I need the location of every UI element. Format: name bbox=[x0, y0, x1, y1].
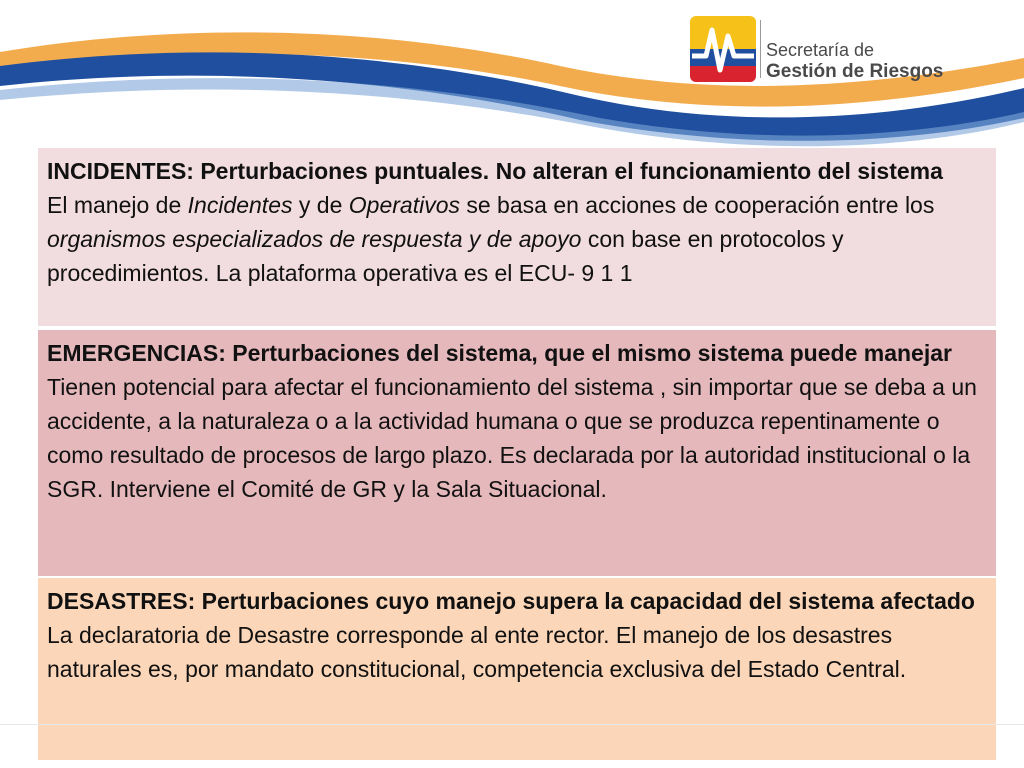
body-emphasis: Operativos bbox=[348, 192, 460, 218]
body-text: y de bbox=[292, 192, 349, 218]
section-body bbox=[47, 188, 986, 290]
section-body: La declaratoria de Desastre corresponde al ente rector. El manejo de los desastres naturales es, por mandato constitucional, competencia exclusiva del Estado Central. bbox=[47, 622, 907, 682]
section-incidentes bbox=[38, 148, 996, 326]
body-emphasis: Incidentes bbox=[187, 192, 293, 218]
logo-separator bbox=[760, 20, 761, 78]
body-emphasis: organismos especializados de respuesta y de apoyo bbox=[47, 226, 582, 252]
body-text: con base en protocolos y procedimientos. La plataforma operativa es el ECU- 9 1 1 bbox=[47, 226, 844, 286]
logo bbox=[690, 16, 950, 86]
footer-divider bbox=[0, 724, 1024, 725]
body-text: El manejo de bbox=[47, 192, 188, 218]
section-body: Tienen potencial para afectar el funcionamiento del sistema , sin importar que se deba a un accidente, a la naturaleza o a la actividad humana o que se produzca repentinamente o como resultado de procesos de largo plazo. Es declarada por la autoridad institucional o la SGR. Interviene el Comité de GR y la Sala Situacional. bbox=[47, 374, 977, 502]
section-title: DESASTRES: Perturbaciones cuyo manejo supera la capacidad del sistema afectado bbox=[47, 588, 975, 614]
section-title: EMERGENCIAS: Perturbaciones del sistema, que el mismo sistema puede manejar bbox=[47, 340, 952, 366]
logo-emblem bbox=[690, 16, 756, 82]
logo-line-2: Gestión de Riesgos bbox=[766, 61, 944, 82]
section-desastres bbox=[38, 578, 996, 760]
logo-text bbox=[766, 40, 943, 82]
section-emergencias bbox=[38, 330, 996, 576]
body-text: se basa en acciones de cooperación entre los bbox=[459, 192, 935, 218]
section-title: INCIDENTES: Perturbaciones puntuales. No alteran el funcionamiento del sistema bbox=[47, 158, 943, 184]
logo-line-1: Secretaría de bbox=[766, 40, 875, 60]
